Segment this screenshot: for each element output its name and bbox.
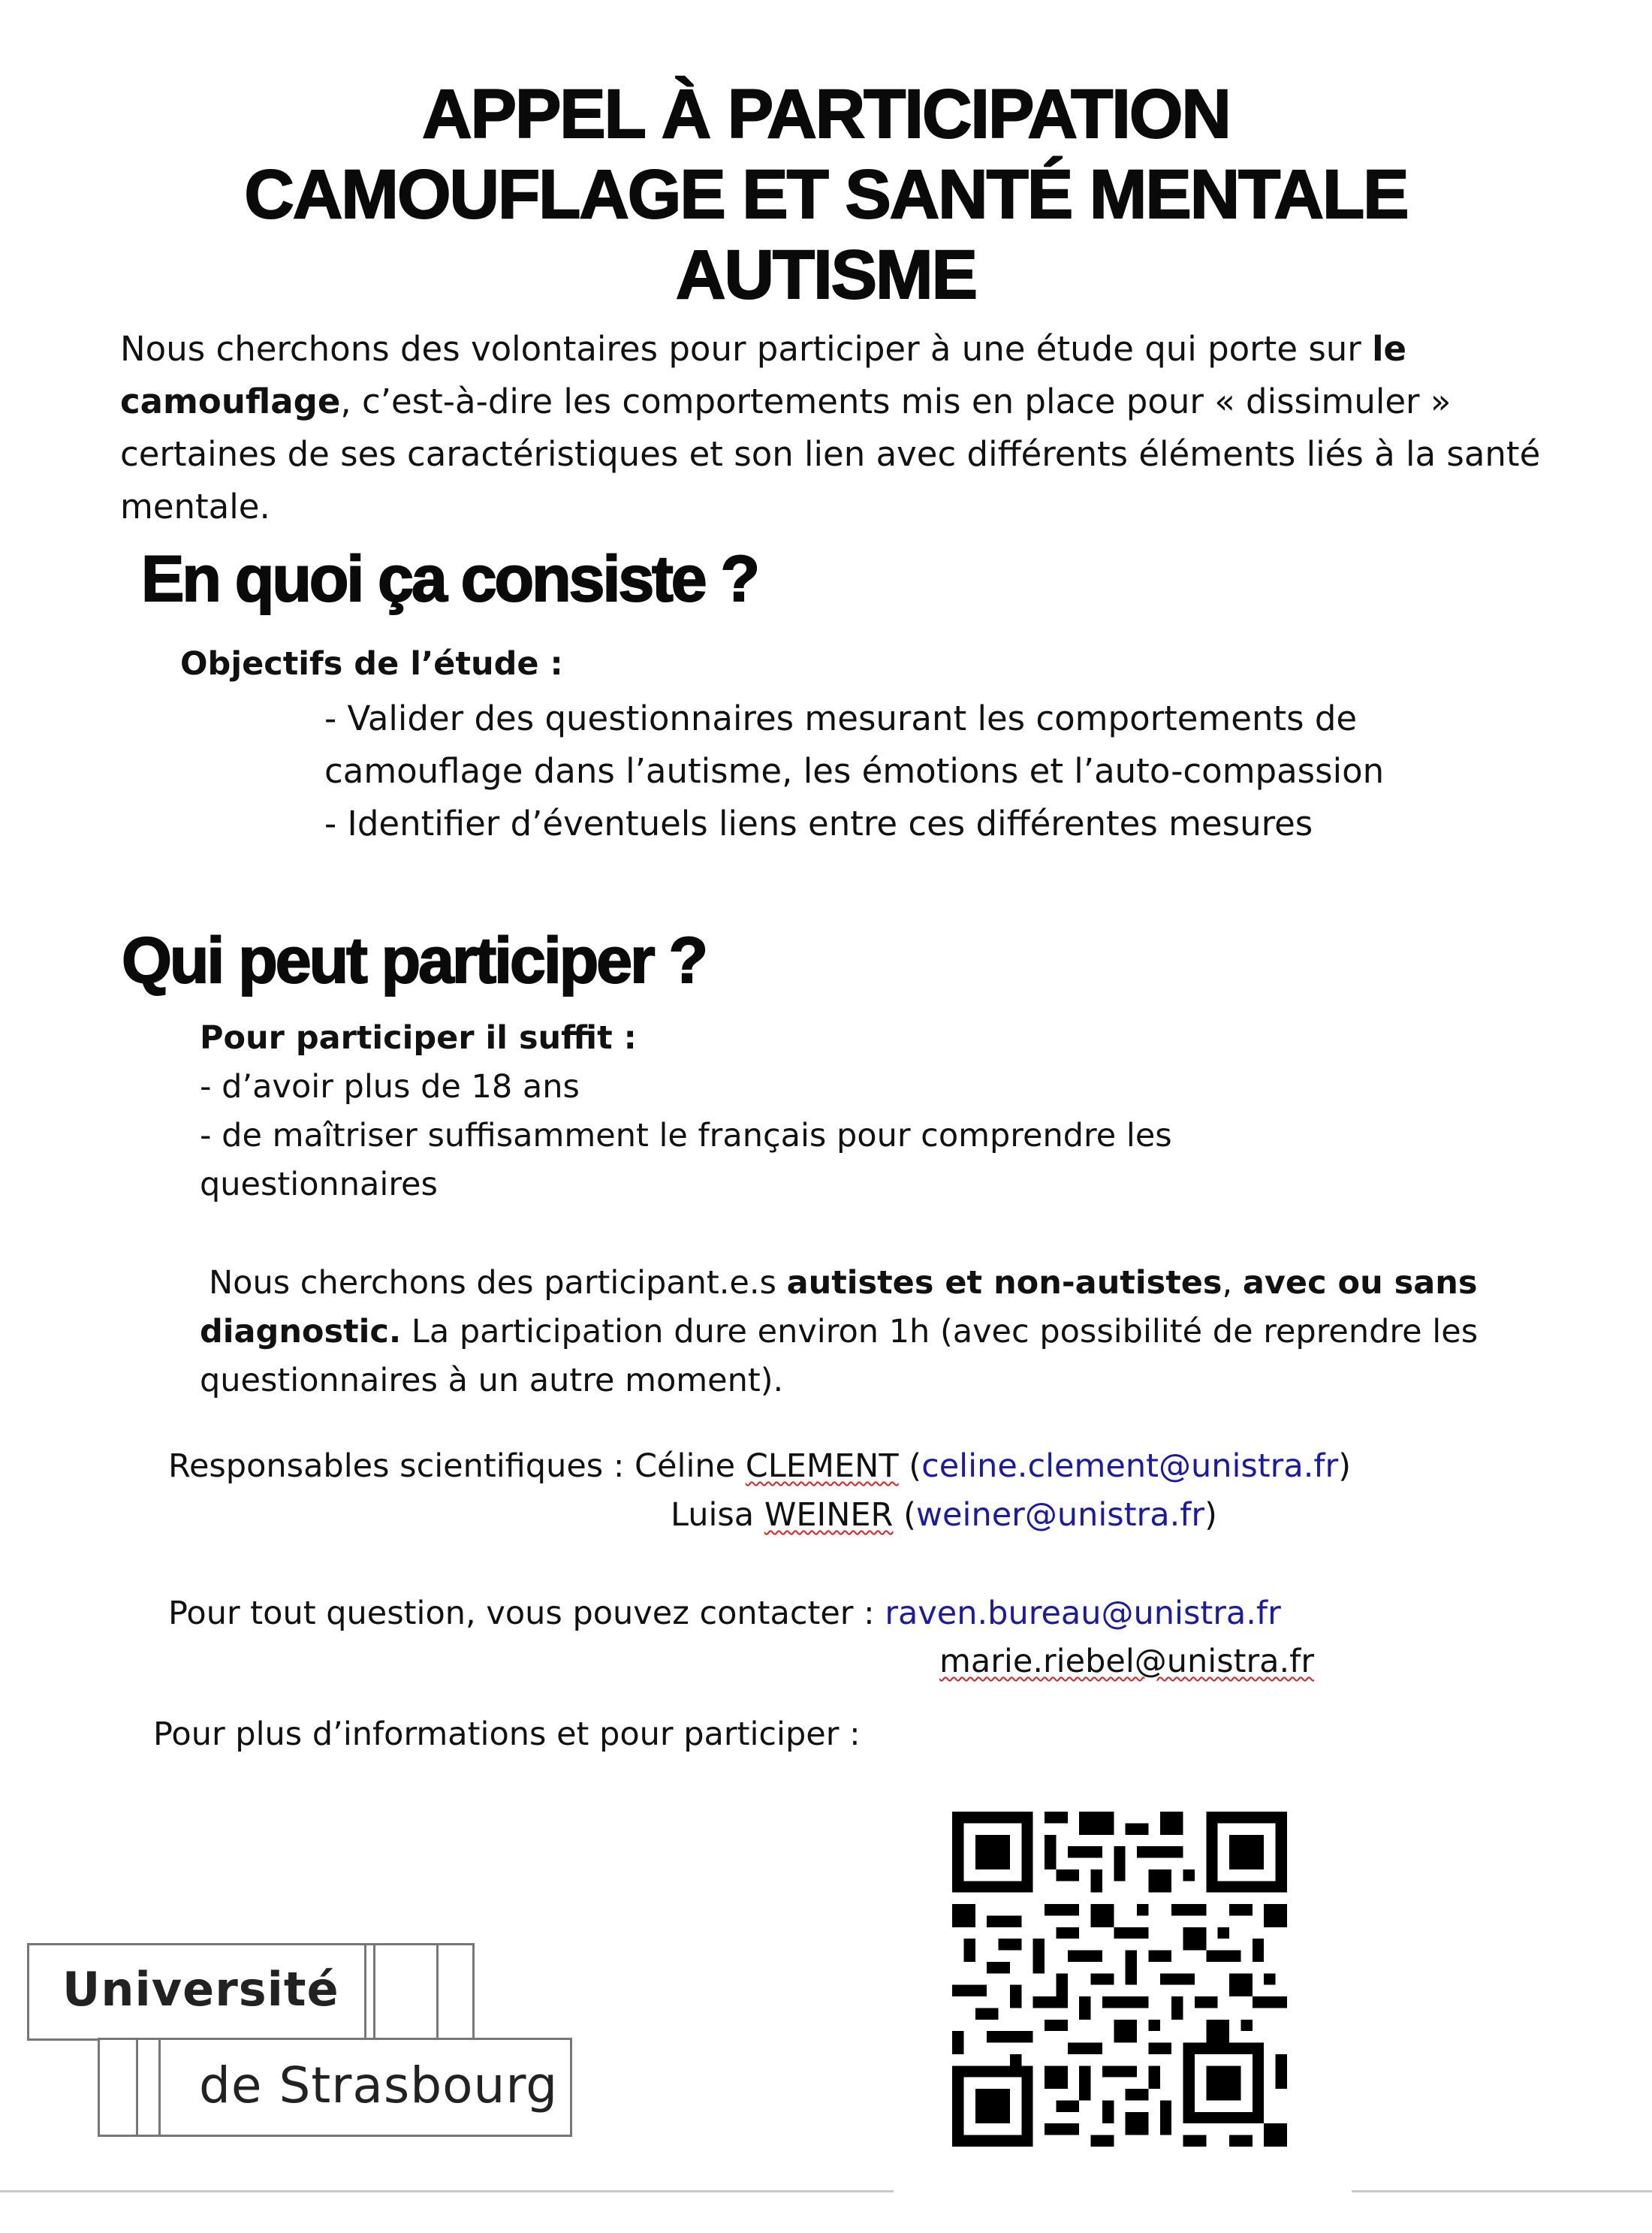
info-label: Pour plus d’informations et pour participer : xyxy=(153,1715,861,1753)
open-paren: ( xyxy=(903,1496,916,1534)
intro-text-1: Nous cherchons des volontaires pour participer à une étude qui porte sur xyxy=(120,329,1373,369)
person2-last: WEINER xyxy=(764,1496,894,1534)
logo-stripe xyxy=(158,2040,161,2135)
contact-email-1-link[interactable]: raven.bureau@unistra.fr xyxy=(885,1595,1281,1632)
logo-stripe xyxy=(364,1945,366,2038)
recruit-bold-1: autistes et non-autistes xyxy=(786,1264,1222,1302)
section-heading-who: Qui peut participer ? xyxy=(122,925,706,997)
objective-item: - Valider des questionnaires mesurant les comportements de camouflage dans l’autisme, les émotions et l’auto-compassion xyxy=(324,699,1385,791)
question-label: Pour tout question, vous pouvez contacter : xyxy=(168,1595,885,1632)
logo-stripe xyxy=(373,1945,375,2038)
intro-text-2: , c’est-à-dire les comportements mis en place pour « dissimuler » certaines de ses caractéristiques et son lien avec différents éléments liés à la santé mentale. xyxy=(120,382,1541,527)
scientific-leads-row-2 xyxy=(671,1491,1217,1540)
criteria-label: Pour participer il suffit : xyxy=(200,1019,637,1057)
intro-bold: le camouflage xyxy=(120,329,1407,421)
objectives-label: Objectifs de l’étude : xyxy=(180,645,563,683)
person1-email-link[interactable]: celine.clement@unistra.fr xyxy=(921,1447,1339,1485)
contact-row-1 xyxy=(168,1589,1281,1638)
recruitment-paragraph xyxy=(200,1259,1551,1405)
logo-line-1: Université xyxy=(62,1962,339,2017)
logo-line-2: de Strasbourg xyxy=(199,2056,559,2114)
intro-paragraph xyxy=(120,323,1547,533)
title-line-2: CAMOUFLAGE ET SANTÉ MENTALE xyxy=(244,156,1408,233)
logo-stripe xyxy=(436,1945,439,2038)
logo-top-box xyxy=(27,1943,475,2041)
close-paren: ) xyxy=(1204,1496,1217,1534)
scientific-leads-row-1 xyxy=(168,1442,1351,1491)
qr-code[interactable] xyxy=(952,1812,1287,2147)
recruit-text-1: Nous cherchons des participant.e.s xyxy=(209,1264,787,1302)
section-heading-study: En quoi ça consiste ? xyxy=(141,543,758,615)
open-paren: ( xyxy=(909,1447,922,1485)
objective-item: - Identifier d’éventuels liens entre ces différentes mesures xyxy=(324,804,1313,843)
person2-email-link[interactable]: weiner@unistra.fr xyxy=(915,1496,1205,1534)
criteria-item: - d’avoir plus de 18 ans xyxy=(200,1068,580,1106)
criteria-item: - de maîtriser suffisamment le français pour comprendre les questionnaires xyxy=(200,1117,1172,1203)
logo-stripe xyxy=(136,2040,138,2135)
person1-first: Céline xyxy=(635,1447,746,1485)
person1-last: CLEMENT xyxy=(745,1447,899,1485)
logo-bottom-box xyxy=(98,2038,572,2137)
title-line-3: AUTISME xyxy=(676,237,976,313)
person2-first: Luisa xyxy=(671,1496,764,1534)
objectives-list xyxy=(324,693,1496,850)
bottom-divider xyxy=(1352,2190,1652,2192)
contact-row-2 xyxy=(939,1637,1314,1686)
scientific-label: Responsables scientifiques : xyxy=(168,1447,635,1485)
bottom-divider xyxy=(0,2190,894,2192)
title-line-1: APPEL À PARTICIPATION xyxy=(422,76,1230,152)
recruit-text-2: La participation dure environ 1h (avec possibilité de reprendre les questionnaires à un autre moment). xyxy=(200,1313,1479,1399)
recruit-bold-2: avec ou sans diagnostic. xyxy=(200,1264,1478,1350)
recruit-comma: , xyxy=(1222,1264,1243,1302)
university-logo xyxy=(27,1943,572,2140)
criteria-block xyxy=(200,1014,1371,1209)
contact-email-2[interactable]: marie.riebel@unistra.fr xyxy=(939,1643,1314,1680)
close-paren: ) xyxy=(1338,1447,1351,1485)
